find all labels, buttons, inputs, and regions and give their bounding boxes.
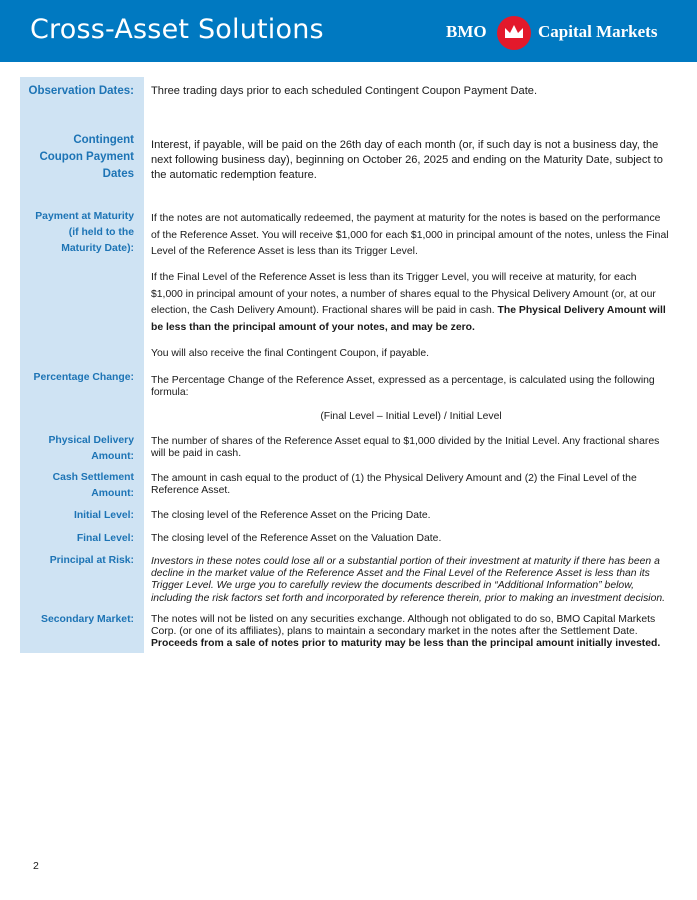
principal-at-risk-label: Principal at Risk: — [49, 555, 134, 566]
cash-settlement-label — [16, 470, 134, 502]
payment-label-line3: Maturity Date): — [61, 243, 134, 254]
cash-settlement-text: The amount in cash equal to the product of (1) the Physical Delivery Amount and (2) the Final Level of the Reference Asset. — [151, 473, 637, 497]
secondary-market-bold: Proceeds from a sale of notes prior to maturity may be less than the principal amount initially invested. — [151, 638, 661, 650]
coupon-label-line1: Contingent — [73, 134, 134, 146]
coupon-dates-text: Interest, if payable, will be paid on the 26th day of each month (or, if such day is not a business day, the next following business day), beginning on October 26, 2025 and ending on the Maturity Date, subject to the automatic redemption feature. — [151, 139, 663, 181]
page-header — [0, 0, 697, 62]
payment-para-1: If the notes are not automatically redeemed, the payment at maturity for the notes is based on the performance of the Reference Asset. You will receive $1,000 for each $1,000 in principal amount of the notes, unless the Final Level of the Reference Asset is less than its Trigger Level. — [151, 213, 669, 257]
physical-label-line2: Amount: — [91, 451, 134, 462]
final-level-label: Final Level: — [76, 533, 134, 544]
percentage-change-text: The Percentage Change of the Reference Asset, expressed as a percentage, is calculated using the following formula: — [151, 375, 655, 399]
final-level-text: The closing level of the Reference Asset on the Valuation Date. — [151, 533, 442, 544]
physical-delivery-text: The number of shares of the Reference Asset equal to $1,000 divided by the Initial Level. Any fractional shares will be paid in cash. — [151, 436, 660, 460]
observation-dates-text: Three trading days prior to each scheduled Contingent Coupon Payment Date. — [151, 85, 538, 97]
observation-dates-label: Observation Dates: — [28, 85, 134, 97]
coupon-label-line3: Dates — [102, 168, 134, 180]
payment-para-2-plain: If the Final Level of the Reference Asset is less than its Trigger Level, you will receive at maturity, for each $1,000 in principal amount of your notes, a number of shares equal to the Physical Delivery Amount (or, at our election, the Cash Delivery Amount). Fractional shares will be paid in cash. — [151, 272, 656, 316]
secondary-market-text — [151, 614, 671, 651]
capital-markets-wordmark: Capital Markets — [538, 22, 658, 41]
physical-delivery-label — [16, 433, 134, 465]
payment-para-2-bold: The Physical Delivery Amount will be less than the principal amount of your notes, and may be zero. — [151, 305, 666, 333]
brand-title: Cross-Asset Solutions — [30, 14, 324, 45]
percentage-change-label: Percentage Change: — [33, 372, 134, 383]
principal-at-risk-text — [151, 556, 671, 605]
cash-label-line1: Cash Settlement — [52, 472, 134, 483]
initial-level-label: Initial Level: — [73, 510, 134, 521]
principal-at-risk-italic: Investors in these notes could lose all or a substantial portion of their investment at maturity if there has been a decline in the market value of the Reference Asset and the Final Level of the Reference Asset is less than its Trigger Level. We urge you to carefully review the documents described in “Additional Information” below, including the risk factors set forth and incorporated by reference therein, prior to making an investment decision. — [151, 556, 666, 604]
payment-label-line2: (if held to the — [68, 227, 134, 238]
payment-label-line1: Payment at Maturity — [35, 211, 134, 222]
secondary-market-plain: The notes will not be listed on any securities exchange. Although not obligated to do so, BMO Capital Markets Corp. (or one of its affiliates), plans to maintain a secondary market in the notes after the Settlement Date. — [151, 614, 656, 638]
physical-label-line1: Physical Delivery — [48, 435, 134, 446]
percentage-change-formula: (Final Level – Initial Level) / Initial Level — [320, 411, 502, 422]
secondary-market-label: Secondary Market: — [41, 614, 134, 625]
coupon-dates-label — [16, 132, 134, 183]
page-number: 2 — [33, 860, 39, 872]
coupon-label-line2: Coupon Payment — [39, 151, 134, 163]
payment-para-2 — [151, 270, 671, 336]
cash-label-line2: Amount: — [91, 488, 134, 499]
payment-at-maturity-label — [16, 209, 134, 257]
bmo-wordmark: BMO — [446, 22, 487, 41]
payment-para-3: You will also receive the final Contingent Coupon, if payable. — [151, 348, 430, 359]
bmo-roundel-icon — [497, 16, 531, 50]
initial-level-text: The closing level of the Reference Asset on the Pricing Date. — [151, 510, 431, 521]
